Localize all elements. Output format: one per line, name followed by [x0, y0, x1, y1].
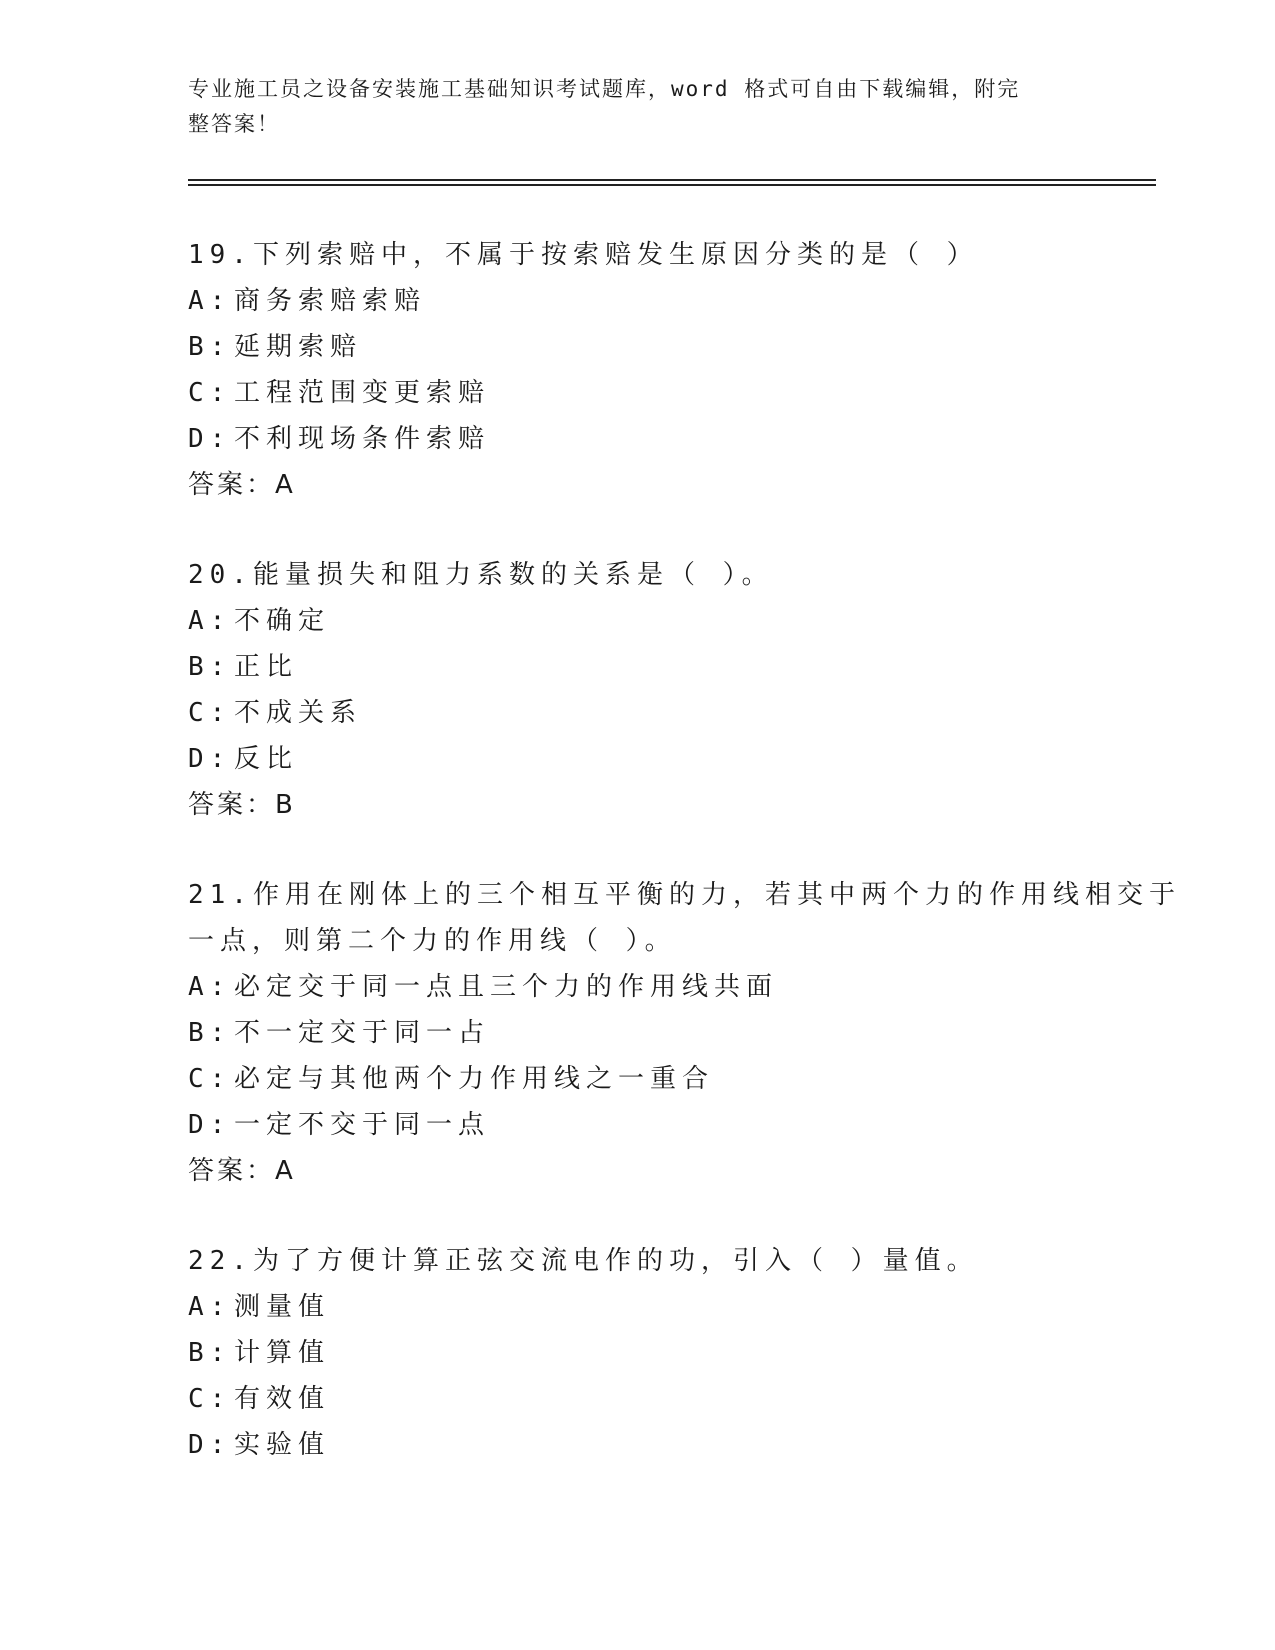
option-text: 工程范围变更索赔 — [234, 378, 491, 408]
option-key: D: — [188, 1430, 232, 1460]
question-stem-line: 一点，则第二个力的作用线（ ）。 — [188, 926, 677, 956]
option-text: 不成关系 — [234, 698, 363, 728]
option-b — [188, 1010, 1088, 1056]
option-text: 不确定 — [234, 606, 331, 636]
header-divider — [188, 184, 1156, 186]
option-text: 不利现场条件索赔 — [234, 424, 491, 454]
answer-line: 答案：A — [188, 1156, 296, 1186]
option-key: D: — [188, 1110, 232, 1140]
option-a — [188, 964, 1088, 1010]
option-text: 正比 — [234, 652, 299, 682]
option-text: 必定交于同一点且三个力的作用线共面 — [234, 972, 779, 1002]
option-text: 商务索赔索赔 — [234, 286, 427, 316]
question-stem-line: 20.能量损失和阻力系数的关系是（ ）。 — [188, 560, 774, 590]
option-b — [188, 1330, 1088, 1376]
option-key: C: — [188, 378, 232, 408]
option-text: 计算值 — [234, 1338, 331, 1368]
option-a — [188, 598, 1088, 644]
option-c — [188, 1056, 1088, 1102]
option-key: B: — [188, 1018, 232, 1048]
header-line: 专业施工员之设备安装施工基础知识考试题库，word 格式可自由下载编辑，附完 — [188, 77, 1021, 101]
answer-line: 答案：B — [188, 790, 296, 820]
option-text: 实验值 — [234, 1430, 331, 1460]
question-20 — [188, 552, 1088, 828]
option-key: A: — [188, 606, 232, 636]
option-b — [188, 324, 1088, 370]
option-text: 必定与其他两个力作用线之一重合 — [234, 1064, 715, 1094]
option-c — [188, 1376, 1088, 1422]
option-d — [188, 1422, 1088, 1468]
option-a — [188, 1284, 1088, 1330]
question-stem-line: 21.作用在刚体上的三个相互平衡的力，若其中两个力的作用线相交于 — [188, 880, 1181, 910]
header-line: 整答案！ — [188, 112, 280, 136]
header-divider — [188, 179, 1156, 181]
option-key: B: — [188, 332, 232, 362]
question-stem — [188, 232, 1088, 278]
option-c — [188, 370, 1088, 416]
option-d — [188, 736, 1088, 782]
option-key: B: — [188, 652, 232, 682]
question-stem — [188, 552, 1088, 598]
question-stem-line: 22.为了方便计算正弦交流电作的功，引入（ ）量值。 — [188, 1246, 979, 1276]
option-key: C: — [188, 698, 232, 728]
question-21 — [188, 872, 1181, 1194]
answer-line: 答案：A — [188, 470, 296, 500]
option-a — [188, 278, 1088, 324]
question-stem — [188, 872, 1181, 964]
option-text: 延期索赔 — [234, 332, 363, 362]
option-text: 不一定交于同一占 — [234, 1018, 491, 1048]
option-d — [188, 1102, 1088, 1148]
option-d — [188, 416, 1088, 462]
option-c — [188, 690, 1088, 736]
option-key: C: — [188, 1064, 232, 1094]
option-key: A: — [188, 1292, 232, 1322]
question-stem-line: 19.下列索赔中，不属于按索赔发生原因分类的是（ ） — [188, 240, 979, 270]
option-text: 测量值 — [234, 1292, 331, 1322]
question-stem — [188, 1238, 1088, 1284]
question-22 — [188, 1238, 1088, 1468]
option-text: 反比 — [234, 744, 299, 774]
option-b — [188, 644, 1088, 690]
option-key: D: — [188, 744, 232, 774]
option-key: D: — [188, 424, 232, 454]
document-header — [188, 72, 1088, 142]
option-text: 一定不交于同一点 — [234, 1110, 491, 1140]
option-key: C: — [188, 1384, 232, 1414]
question-19 — [188, 232, 1088, 508]
option-key: A: — [188, 286, 232, 316]
option-key: A: — [188, 972, 232, 1002]
option-text: 有效值 — [234, 1384, 331, 1414]
option-key: B: — [188, 1338, 232, 1368]
